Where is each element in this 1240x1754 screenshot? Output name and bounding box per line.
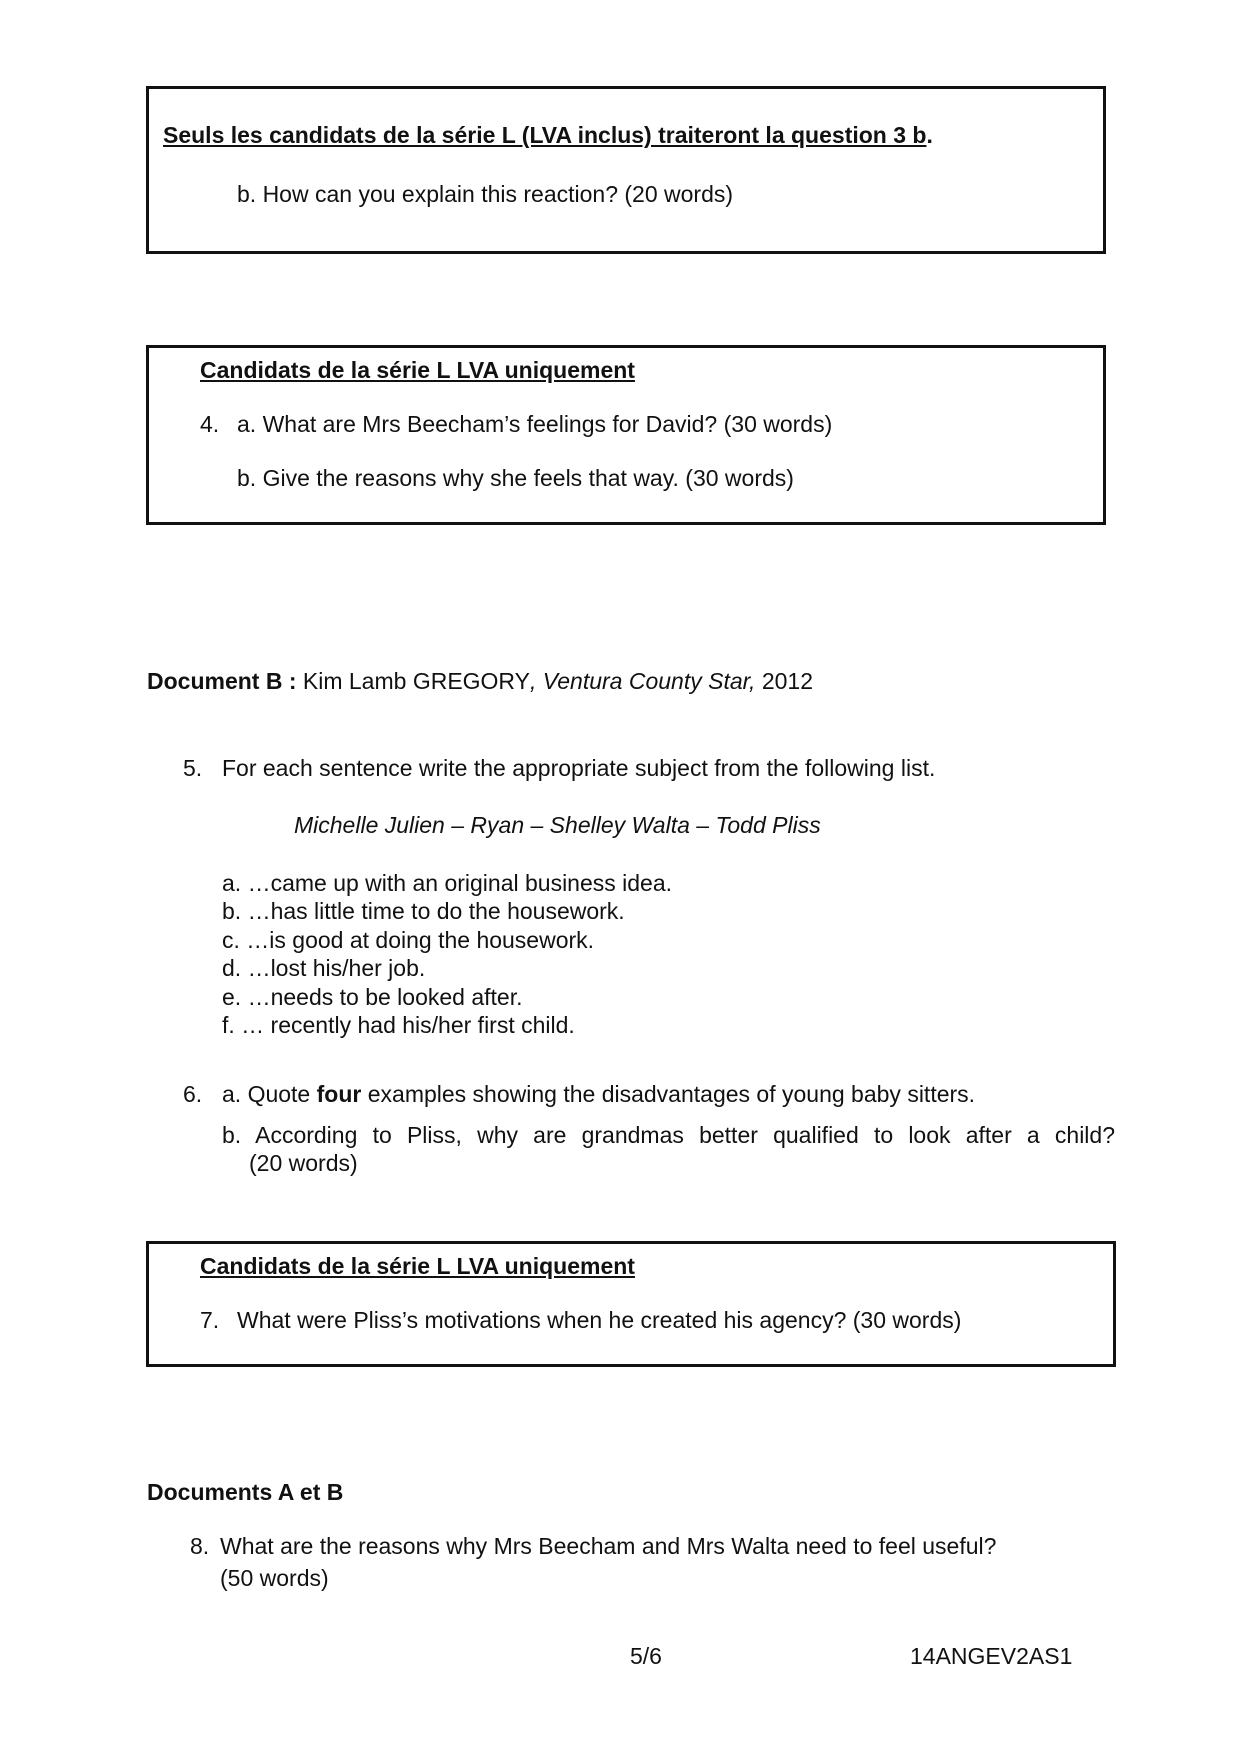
question-6a: a. Quote four examples showing the disadvantages of young baby sitters. — [222, 1081, 976, 1107]
document-code: 14ANGEV2AS1 — [910, 1643, 1073, 1669]
question-4-number: 4. — [200, 411, 220, 437]
lva-heading: Candidats de la série L LVA uniquement — [200, 357, 635, 383]
list-item: c. …is good at doing the housework. — [222, 927, 595, 953]
question-8-number: 8. — [190, 1533, 210, 1559]
documents-a-b-heading: Documents A et B — [147, 1479, 344, 1505]
list-item: d. …lost his/her job. — [222, 955, 426, 981]
question-6b: b. According to Pliss, why are grandmas better qualified to look after a child? — [222, 1122, 1115, 1148]
question-5-text: For each sentence write the appropriate subject from the following list. — [222, 755, 936, 781]
question-8-line2: (50 words) — [220, 1565, 329, 1591]
list-item: b. …has little time to do the housework. — [222, 898, 625, 924]
lva-heading: Candidats de la série L LVA uniquement — [200, 1253, 635, 1279]
question-8-line1: What are the reasons why Mrs Beecham and Mrs Walta need to feel useful? — [220, 1533, 997, 1559]
question-4b: b. Give the reasons why she feels that way. (30 words) — [237, 465, 794, 491]
list-item: e. …needs to be looked after. — [222, 984, 523, 1010]
list-item: f. … recently had his/her first child. — [222, 1012, 575, 1038]
question-3b: b. How can you explain this reaction? (20 words) — [237, 181, 734, 207]
question-7: What were Pliss’s motivations when he created his agency? (30 words) — [237, 1307, 962, 1333]
list-item: a. …came up with an original business idea. — [222, 870, 673, 896]
question-6-number: 6. — [183, 1081, 203, 1107]
question-5-number: 5. — [183, 755, 203, 781]
question-4a: a. What are Mrs Beecham’s feelings for David? (30 words) — [237, 411, 833, 437]
notice-heading: Seuls les candidats de la série L (LVA inclus) traiteront la question 3 b. — [163, 122, 933, 148]
page-number: 5/6 — [630, 1643, 662, 1669]
question-6b-words: (20 words) — [249, 1150, 358, 1176]
subject-list: Michelle Julien – Ryan – Shelley Walta – Todd Pliss — [294, 812, 821, 838]
notice-box-question-3b — [146, 86, 1106, 254]
question-7-number: 7. — [200, 1307, 220, 1333]
document-b-citation: Document B : Kim Lamb GREGORY, Ventura County Star, 2012 — [147, 668, 813, 694]
